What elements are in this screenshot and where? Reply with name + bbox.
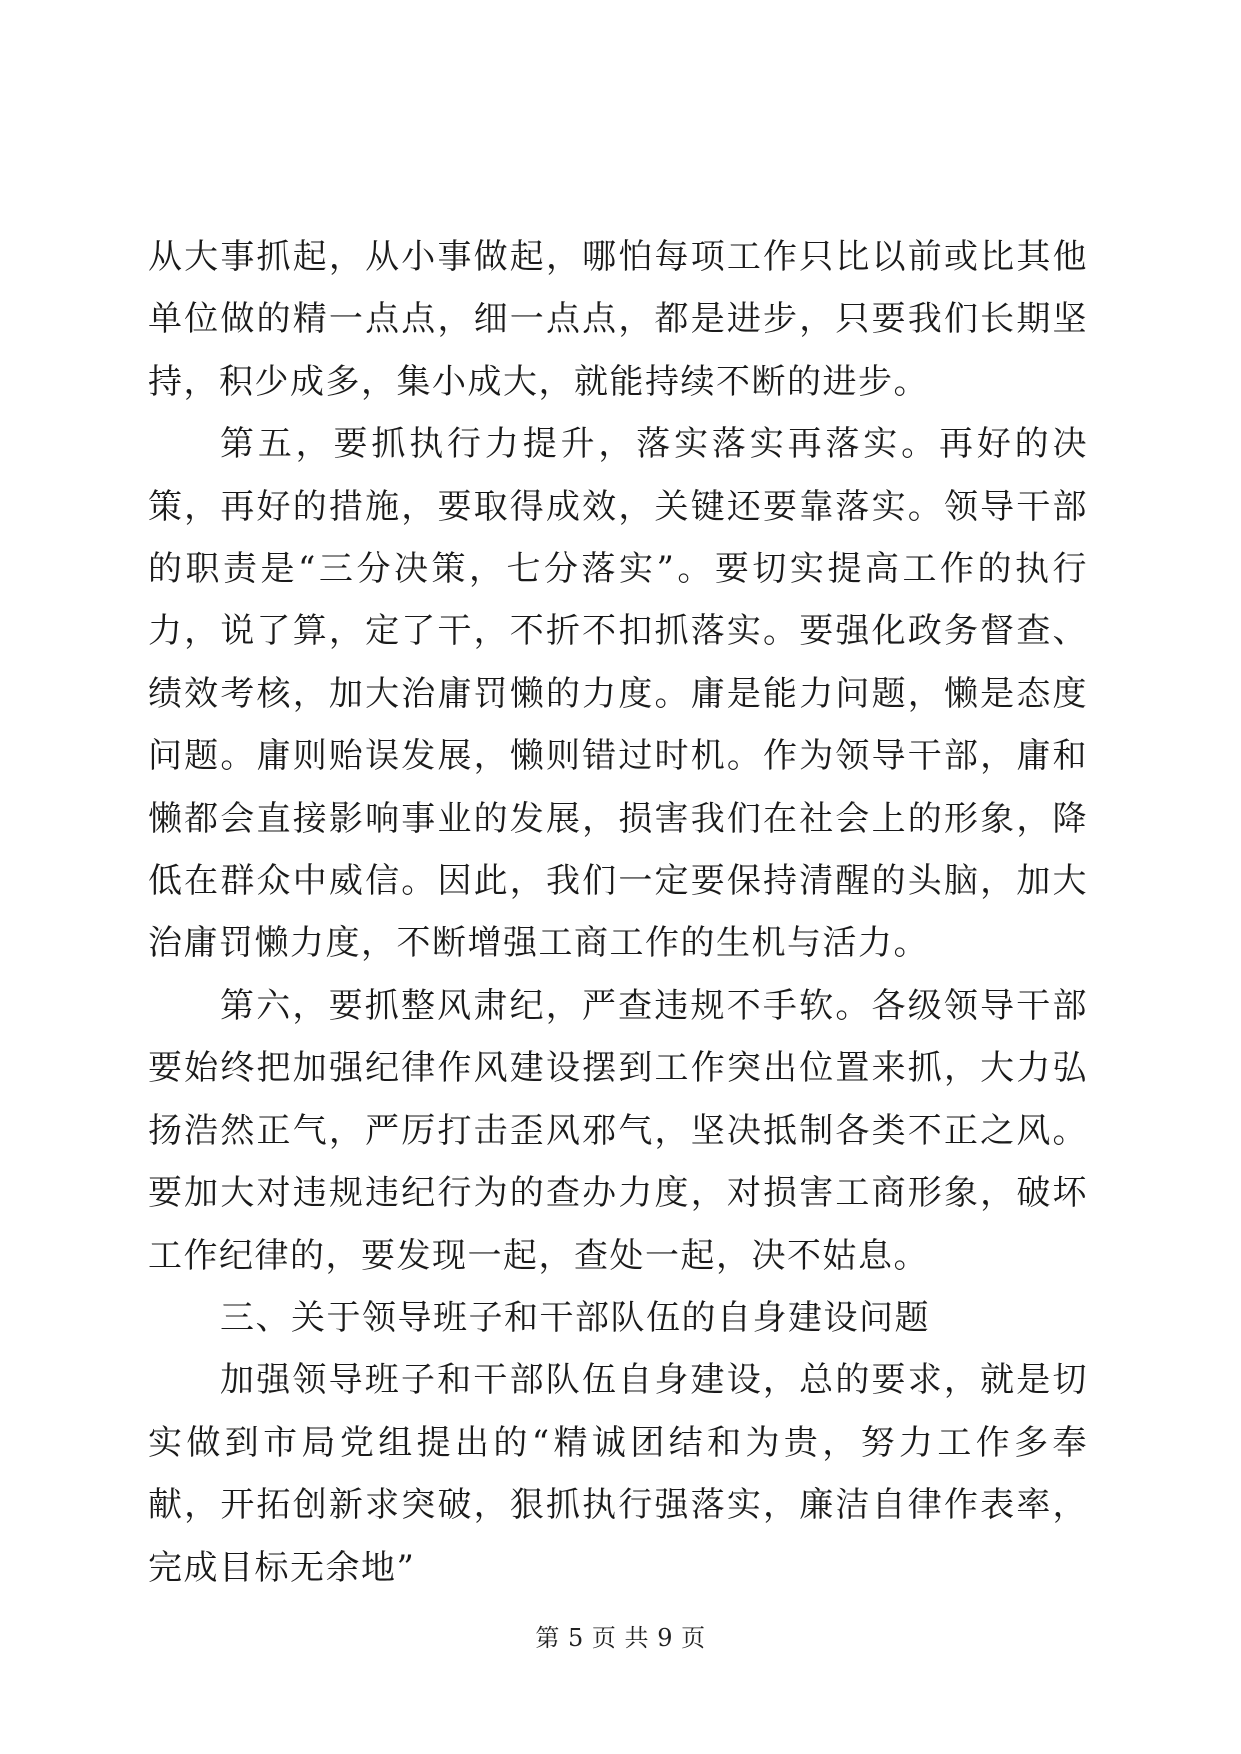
- paragraph-5: 加强领导班子和干部队伍自身建设，总的要求，就是切实做到市局党组提出的“精诚团结和为贵，努力工作多奉献，开拓创新求突破，狠抓执行强落实，廉洁自律作表率，完成目标无余地”: [148, 1360, 1088, 1588]
- paragraph-2: 第五，要抓执行力提升，落实落实再落实。再好的决策，再好的措施，要取得成效，关键还要靠落实。领导干部的职责是“三分决策，七分落实”。要切实提高工作的执行力，说了算，定了干，不折不扣抓落实。要强化政务督查、绩效考核，加大治庸罚懒的力度。庸是能力问题，懒是态度问题。庸则贻误发展，懒则错过时机。作为领导干部，庸和懒都会直接影响事业的发展，损害我们在社会上的形象，降低在群众中威信。因此，我们一定要保持清醒的头脑，加大治庸罚懒力度，不断增强工商工作的生机与活力。: [148, 424, 1088, 964]
- section-heading: 三、关于领导班子和干部队伍的自身建设问题: [220, 1297, 930, 1338]
- paragraph-3: 第六，要抓整风肃纪，严查违规不手软。各级领导干部要始终把加强纪律作风建设摆到工作突出位置来抓，大力弘扬浩然正气，严厉打击歪风邪气，坚决抵制各类不正之风。要加大对违规违纪行为的查办力度，对损害工商形象，破坏工作纪律的，要发现一起，查处一起，决不姑息。: [148, 985, 1088, 1276]
- paragraph-1: 从大事抓起，从小事做起，哪怕每项工作只比以前或比其他单位做的精一点点，细一点点，都是进步，只要我们长期坚持，积少成多，集小成大，就能持续不断的进步。: [148, 237, 1088, 402]
- document-body: [148, 226, 1088, 1599]
- page-number-indicator: 第 5 页 共 9 页: [535, 1624, 706, 1652]
- page-footer: [0, 1618, 1241, 1653]
